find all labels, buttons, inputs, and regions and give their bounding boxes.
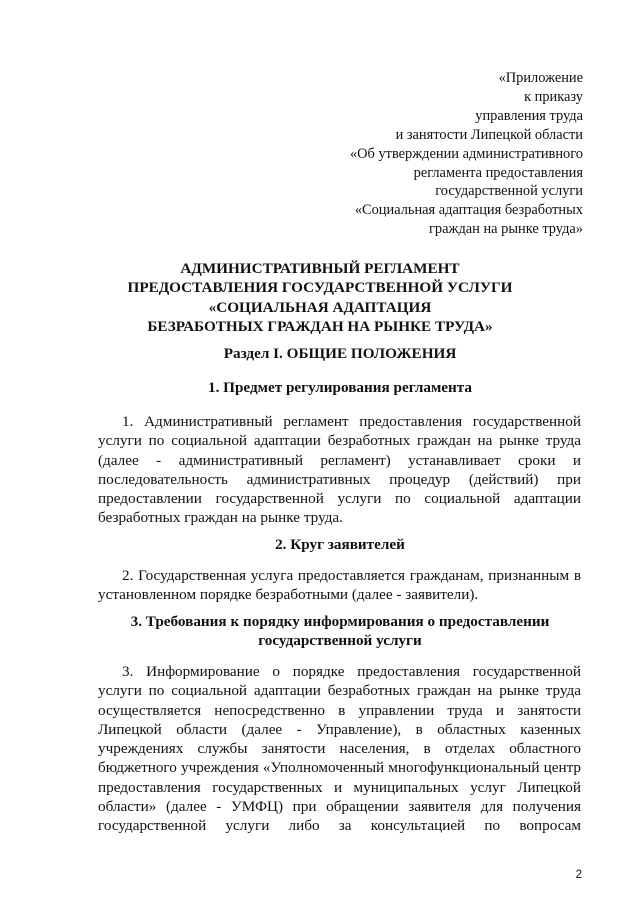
- paragraph-line: государственной услуги либо за консультацией по вопросам: [98, 817, 581, 835]
- subsection-1-heading: 1. Предмет регулирования регламента: [207, 379, 473, 396]
- subsection-3-heading: [90, 612, 590, 650]
- paragraph-1: [98, 412, 581, 528]
- paragraph-line: области» (далее - УМФЦ) при обращении заявителя для получения: [98, 798, 581, 816]
- paragraph-line: 3. Информирование о порядке предоставления государственной: [122, 663, 581, 680]
- page-number: 2: [575, 869, 582, 881]
- paragraph-line: осуществляется непосредственно в управлении труда и занятости: [98, 701, 581, 719]
- paragraph-line: учреждениях службы занятости населения, в отделах областного: [98, 740, 581, 758]
- appendix-note: [283, 69, 583, 239]
- section-heading: Раздел I. ОБЩИЕ ПОЛОЖЕНИЯ: [223, 345, 457, 362]
- paragraph-line: 2. Государственная услуга предоставляется гражданам, признанным в: [122, 567, 581, 584]
- paragraph-line: предоставлении государственной услуги по социальной адаптации: [98, 490, 581, 508]
- paragraph-line: услуги по социальной адаптации безработных граждан на рынке труда: [98, 432, 581, 450]
- paragraph-3: [98, 662, 581, 836]
- paragraph-line: предоставления государственных и муниципальных услуг Липецкой: [98, 778, 581, 796]
- title-line: ПРЕДОСТАВЛЕНИЯ ГОСУДАРСТВЕННОЙ УСЛУГИ: [127, 279, 513, 297]
- appendix-line: и занятости Липецкой области: [395, 126, 583, 143]
- paragraph-line: (далее - административный регламент) устанавливает сроки и: [98, 451, 581, 469]
- paragraph-line: последовательность административных процедур (действий) при: [98, 470, 581, 488]
- appendix-line: государственной услуги: [435, 183, 583, 200]
- paragraph-line: бюджетного учреждения «Уполномоченный многофункциональный центр: [98, 759, 581, 777]
- appendix-line: «Приложение: [498, 70, 583, 86]
- title-line: БЕЗРАБОТНЫХ ГРАЖДАН НА РЫНКЕ ТРУДА»: [147, 318, 493, 336]
- appendix-line: к приказу: [524, 88, 583, 105]
- heading-line: 3. Требования к порядку информирования о предоставлении: [130, 613, 550, 630]
- paragraph-line: 1. Административный регламент предоставления государственной: [122, 413, 581, 430]
- appendix-line: «Социальная адаптация безработных: [354, 202, 583, 219]
- appendix-line: граждан на рынке труда»: [429, 221, 583, 238]
- title-line: АДМИНИСТРАТИВНЫЙ РЕГЛАМЕНТ: [180, 260, 460, 277]
- appendix-line: «Об утверждении административного: [349, 145, 583, 162]
- paragraph-2: [98, 566, 581, 605]
- subsection-2-heading: 2. Круг заявителей: [275, 536, 405, 553]
- paragraph-line: услуги по социальной адаптации безработных граждан на рынке труда: [98, 682, 581, 700]
- appendix-line: управления труда: [475, 107, 583, 124]
- document-title: [0, 259, 640, 337]
- paragraph-line: безработных граждан на рынке труда.: [98, 509, 343, 527]
- appendix-line: регламента предоставления: [413, 164, 583, 181]
- paragraph-line: Липецкой области (далее - Управление), в областных казенных: [98, 720, 581, 738]
- paragraph-line: установленном порядке безработными (далее - заявители).: [98, 586, 479, 604]
- title-line: «СОЦИАЛЬНАЯ АДАПТАЦИЯ: [208, 298, 432, 316]
- heading-line: государственной услуги: [258, 632, 422, 649]
